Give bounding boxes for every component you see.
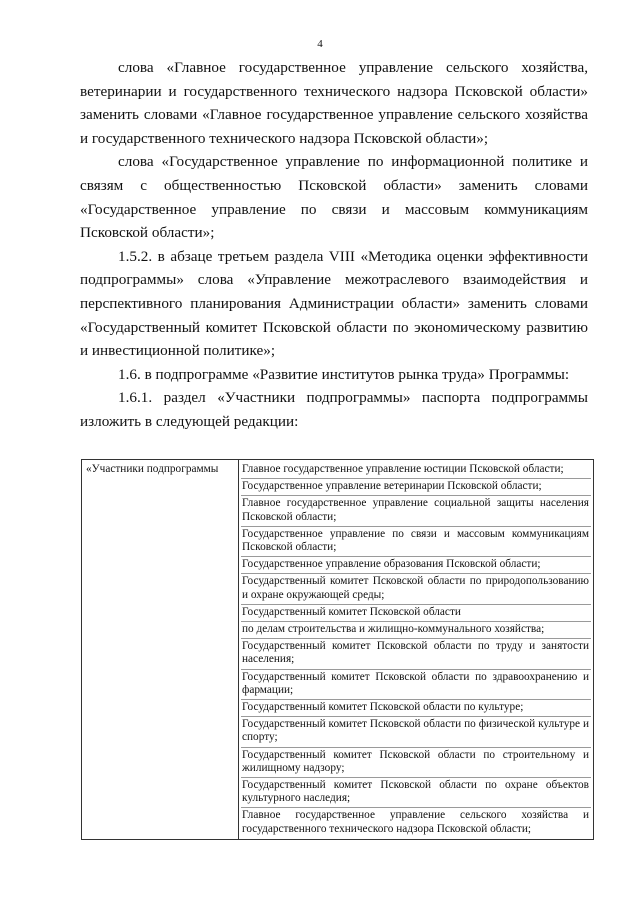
participants-table (81, 459, 594, 840)
participant-entry: Государственное управление по связи и массовым коммуникациям Псковской области; (241, 527, 591, 557)
participant-entry: Государственный комитет Псковской области по природопользованию и охране окружающей среды; (241, 574, 591, 604)
participants-label: «Участники подпрограммы (86, 463, 219, 475)
participant-entry: Государственный комитет Псковской области по охране объектов культурного наследия; (241, 778, 591, 808)
participant-entry: Главное государственное управление юстиции Псковской области; (241, 462, 591, 479)
participants-label-cell (82, 460, 239, 840)
participant-entry: Государственное управление образования Псковской области; (241, 557, 591, 574)
table-row (82, 460, 594, 840)
participant-entry: Государственный комитет Псковской области по культуре; (241, 700, 591, 717)
paragraph: 1.6. в подпрограмме «Развитие институтов рынка труда» Программы: (118, 365, 570, 383)
participant-entry: Государственный комитет Псковской области (241, 605, 591, 622)
page-number: 4 (317, 38, 323, 50)
paragraph: 1.6.1. раздел «Участники подпрограммы» паспорта подпрограммы изложить в следующей редакции: (80, 389, 588, 430)
paragraph: 1.5.2. в абзаце третьем раздела VIII «Методика оценки эффективности подпрограммы» слова «Управление межотраслевого взаимодействия и перспективного планирования Администрации области» заменить словами «Государственный комитет Псковской области по экономическому развитию и инвестиционной политике»; (80, 247, 588, 360)
participant-entry: Главное государственное управление сельского хозяйства и государственного технического надзора Псковской области; (242, 809, 589, 835)
paragraph: слова «Государственное управление по информационной политике и связям с общественностью Псковской области» заменить словами «Государственное управление по связи и массовым коммуникациям Псковской области»; (80, 153, 588, 242)
participant-entry: Государственное управление ветеринарии Псковской области; (241, 479, 591, 496)
participant-entry: Государственный комитет Псковской области по труду и занятости населения; (241, 639, 591, 669)
participant-entry: Государственный комитет Псковской области по физической культуре и спорту; (241, 717, 591, 747)
paragraph: слова «Главное государственное управление сельского хозяйства, ветеринарии и государственного технического надзора Псковской области» заменить словами «Главное государственное управление сельского хозяйства и государственного технического надзора Псковской области»; (80, 59, 588, 147)
participant-entry: Главное государственное управление социальной защиты населения Псковской области; (241, 496, 591, 526)
participant-entry: Государственный комитет Псковской области по здравоохранению и фармации; (241, 670, 591, 700)
participant-entry: по делам строительства и жилищно-коммунального хозяйства; (241, 622, 591, 639)
document-body (80, 56, 588, 434)
participants-list-cell (239, 460, 594, 840)
participant-entry: Государственный комитет Псковской области по строительному и жилищному надзору; (241, 748, 591, 778)
